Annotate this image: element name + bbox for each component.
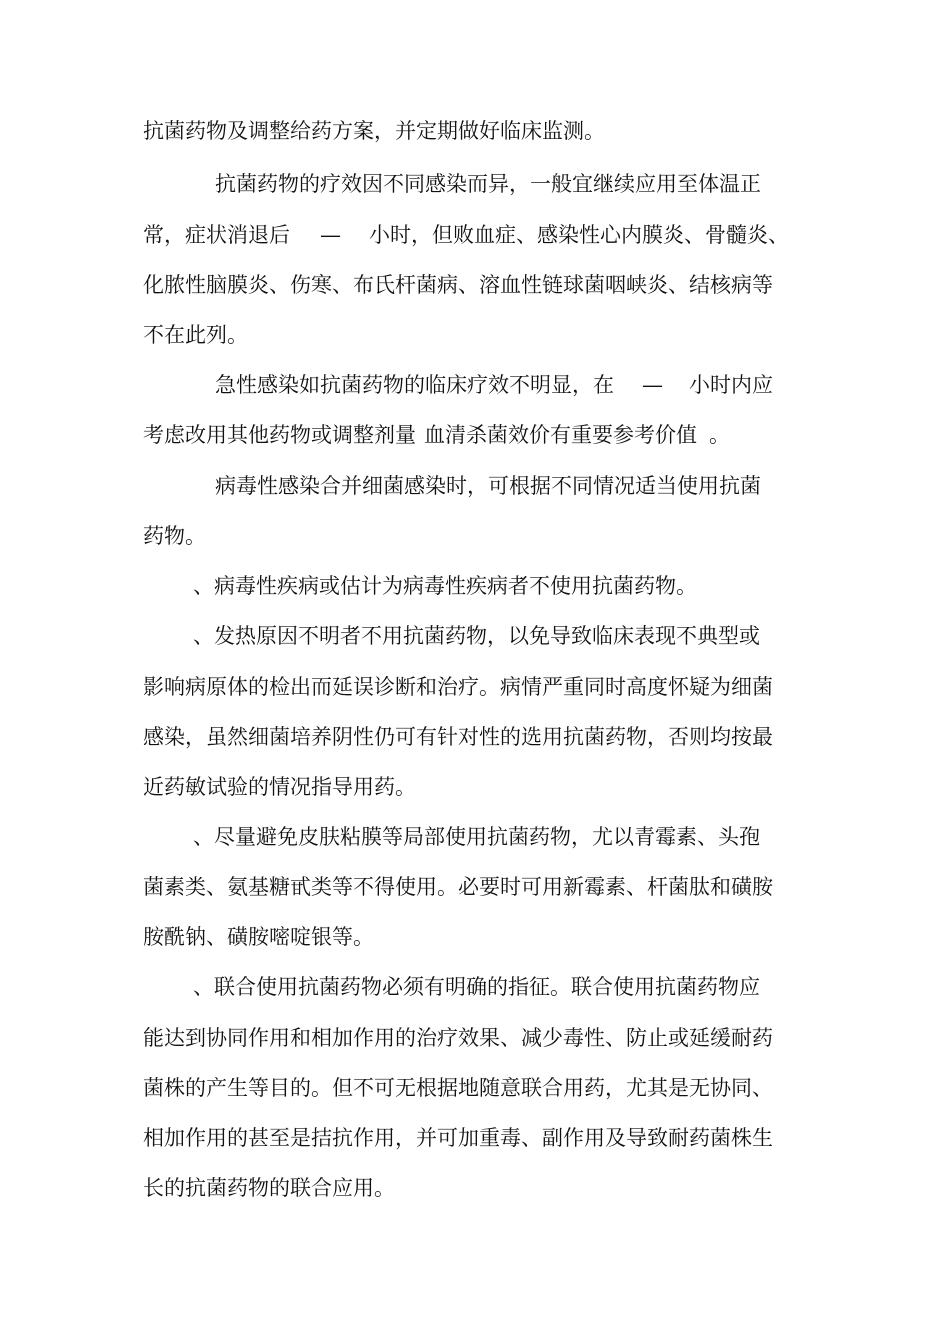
- list-item-line: [193, 972, 760, 1002]
- list-item-line: [193, 621, 760, 651]
- text-line: [143, 672, 773, 702]
- text-run: 化脓性脑膜炎、伤寒、布氏杆菌病、溶血性链球菌咽峡炎、结核病等: [143, 273, 773, 297]
- text-run: 不在此列。: [143, 323, 248, 347]
- text-line: [143, 772, 416, 802]
- text-line: [143, 420, 730, 450]
- text-run: 病毒性感染合并细菌感染时，可根据不同情况适当使用抗菌: [215, 474, 761, 498]
- text-line: [143, 1173, 395, 1203]
- text-run: 感染，虽然细菌培养阴性仍可有针对性的选用抗菌药物，否则均按最: [143, 725, 773, 749]
- text-run: 影响病原体的检出而延误诊断和治疗。病情严重同时高度怀疑为细菌: [143, 675, 773, 699]
- text-run: 。: [709, 423, 730, 447]
- text-line: [143, 1073, 773, 1103]
- text-run: 小时内应: [689, 373, 773, 397]
- text-run: 、发热原因不明者不用抗菌药物，以免导致临床表现不典型或: [193, 624, 760, 648]
- text-run: 菌素类、氨基糖甙类等不得使用。必要时可用新霉素、杆菌肽和磺胺: [143, 875, 773, 899]
- text-line: [143, 220, 789, 250]
- text-line: [143, 521, 206, 551]
- text-line: [143, 1023, 773, 1053]
- paragraph-first-line: [215, 471, 761, 501]
- text-run: 常，症状消退后: [143, 223, 290, 247]
- paragraph-first-line: [215, 169, 761, 199]
- text-run: 急性感染如抗菌药物的临床疗效不明显，在: [215, 373, 614, 397]
- text-run: 胺酰钠、磺胺嘧啶银等。: [143, 925, 374, 949]
- text-run: 能达到协同作用和相加作用的治疗效果、减少毒性、防止或延缓耐药: [143, 1026, 773, 1050]
- list-item-line: [193, 571, 697, 601]
- text-run: 、联合使用抗菌药物必须有明确的指征。联合使用抗菌药物应: [193, 975, 760, 999]
- text-run: 药物。: [143, 524, 206, 548]
- list-item-line: [193, 822, 760, 852]
- text-line: [143, 270, 773, 300]
- text-run: 考虑改用其他药物或调整剂量: [143, 423, 416, 447]
- text-run: 菌株的产生等目的。但不可无根据地随意联合用药，尤其是无协同、: [143, 1076, 773, 1100]
- text-run: 血清杀菌效价有重要参考价值: [424, 423, 697, 447]
- text-run: 抗菌药物的疗效因不同感染而异，一般宜继续应用至体温正: [215, 172, 761, 196]
- text-line: [143, 116, 605, 146]
- text-run: 相加作用的甚至是拮抗作用，并可加重毒、副作用及导致耐药菌株生: [143, 1126, 773, 1150]
- text-line: [143, 1123, 773, 1153]
- dash-mark: —: [320, 223, 341, 247]
- text-run: 、尽量避免皮肤粘膜等局部使用抗菌药物，尤以青霉素、头孢: [193, 825, 760, 849]
- text-run: 小时，但败血症、感染性心内膜炎、骨髓炎、: [369, 223, 789, 247]
- text-run: 长的抗菌药物的联合应用。: [143, 1176, 395, 1200]
- text-run: 抗菌药物及调整给药方案，并定期做好临床监测。: [143, 119, 605, 143]
- text-run: 、病毒性疾病或估计为病毒性疾病者不使用抗菌药物。: [193, 574, 697, 598]
- text-line: [143, 872, 773, 902]
- text-line: [143, 722, 773, 752]
- dash-mark: —: [642, 373, 663, 397]
- text-line: [143, 922, 374, 952]
- paragraph-first-line: [215, 370, 773, 400]
- text-run: 近药敏试验的情况指导用药。: [143, 775, 416, 799]
- text-line: [143, 320, 248, 350]
